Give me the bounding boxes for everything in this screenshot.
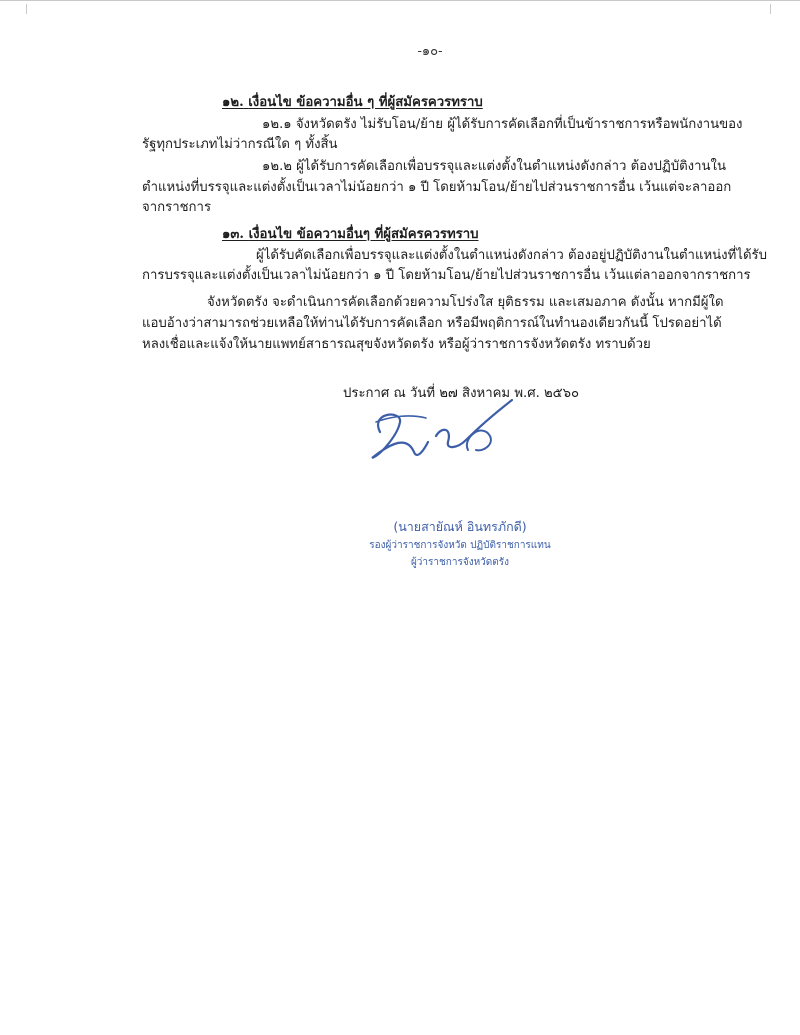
paragraph-12-1-line-1: ๑๒.๑ จังหวัดตรัง ไม่รับโอน/ย้าย ผู้ได้รับการคัดเลือกที่เป็นข้าราชการหรือพนักงานของ <box>262 117 743 132</box>
section-13-title: เงื่อนไข ข้อความอื่นๆ ที่ผู้สมัครควรทราบ <box>248 227 479 242</box>
paragraph-12-2-line-3: จากราชการ <box>142 200 212 215</box>
announcement-date: ประกาศ ณ วันที่ ๒๗ สิงหาคม พ.ศ. ๒๕๖๐ <box>343 386 580 401</box>
paragraph-13-1-line-1: ผู้ได้รับคัดเลือกเพื่อบรรจุและแต่งตั้งในตำแหน่งดังกล่าว ต้องอยู่ปฏิบัติงานในตำแหน่งที่ได้รับ <box>256 248 767 263</box>
paragraph-12-2-line-2: ตำแหน่งที่บรรจุและแต่งตั้งเป็นเวลาไม่น้อยกว่า ๑ ปี โดยห้ามโอน/ย้ายไปส่วนราชการอื่น เว้นแต่จะลาออก <box>142 180 732 195</box>
scan-mark <box>770 4 771 14</box>
section-12-title: เงื่อนไข ข้อความอื่น ๆ ที่ผู้สมัครควรทราบ <box>248 95 483 110</box>
scan-mark <box>26 4 27 14</box>
page-number: -๑๐- <box>417 44 443 59</box>
section-13-number: ๑๓. <box>222 227 244 242</box>
signer-name: (นายสายัณห์ อินทรภักดี) <box>393 519 527 534</box>
paragraph-13-2-line-1: จังหวัดตรัง จะดำเนินการคัดเลือกด้วยความโปร่งใส ยุติธรรม และเสมอภาค ดังนั้น หากมีผู้ใด <box>207 295 724 310</box>
paragraph-12-1-line-2: รัฐทุกประเภทไม่ว่ากรณีใด ๆ ทั้งสิ้น <box>142 137 338 152</box>
paragraph-12-2-line-1: ๑๒.๒ ผู้ได้รับการคัดเลือกเพื่อบรรจุและแต่งตั้งในตำแหน่งดังกล่าว ต้องปฏิบัติงานใน <box>262 159 726 174</box>
signer-position-line-2: ผู้ว่าราชการจังหวัดตรัง <box>410 557 510 568</box>
paragraph-13-2-line-3: หลงเชื่อและแจ้งให้นายแพทย์สาธารณสุขจังหวัดตรัง หรือผู้ว่าราชการจังหวัดตรัง ทราบด้วย <box>142 337 651 352</box>
section-13-heading <box>222 226 479 244</box>
section-12-heading <box>222 94 483 112</box>
signer-position-line-1: รองผู้ว่าราชการจังหวัด ปฏิบัติราชการแทน <box>369 540 551 551</box>
paragraph-13-2-line-2: แอบอ้างว่าสามารถช่วยเหลือให้ท่านได้รับการคัดเลือก หรือมีพฤติการณ์ในทำนองเดียวกันนี้ โปรดอย่าได้ <box>142 316 722 331</box>
section-12-number: ๑๒. <box>222 95 244 110</box>
scan-edge-top <box>0 0 800 1</box>
handwritten-signature <box>362 392 532 472</box>
paragraph-13-1-line-2: การบรรจุและแต่งตั้งเป็นเวลาไม่น้อยกว่า ๑ ปี โดยห้ามโอน/ย้ายไปส่วนราชการอื่น เว้นแต่ลาออกจากราชการ <box>142 268 751 283</box>
